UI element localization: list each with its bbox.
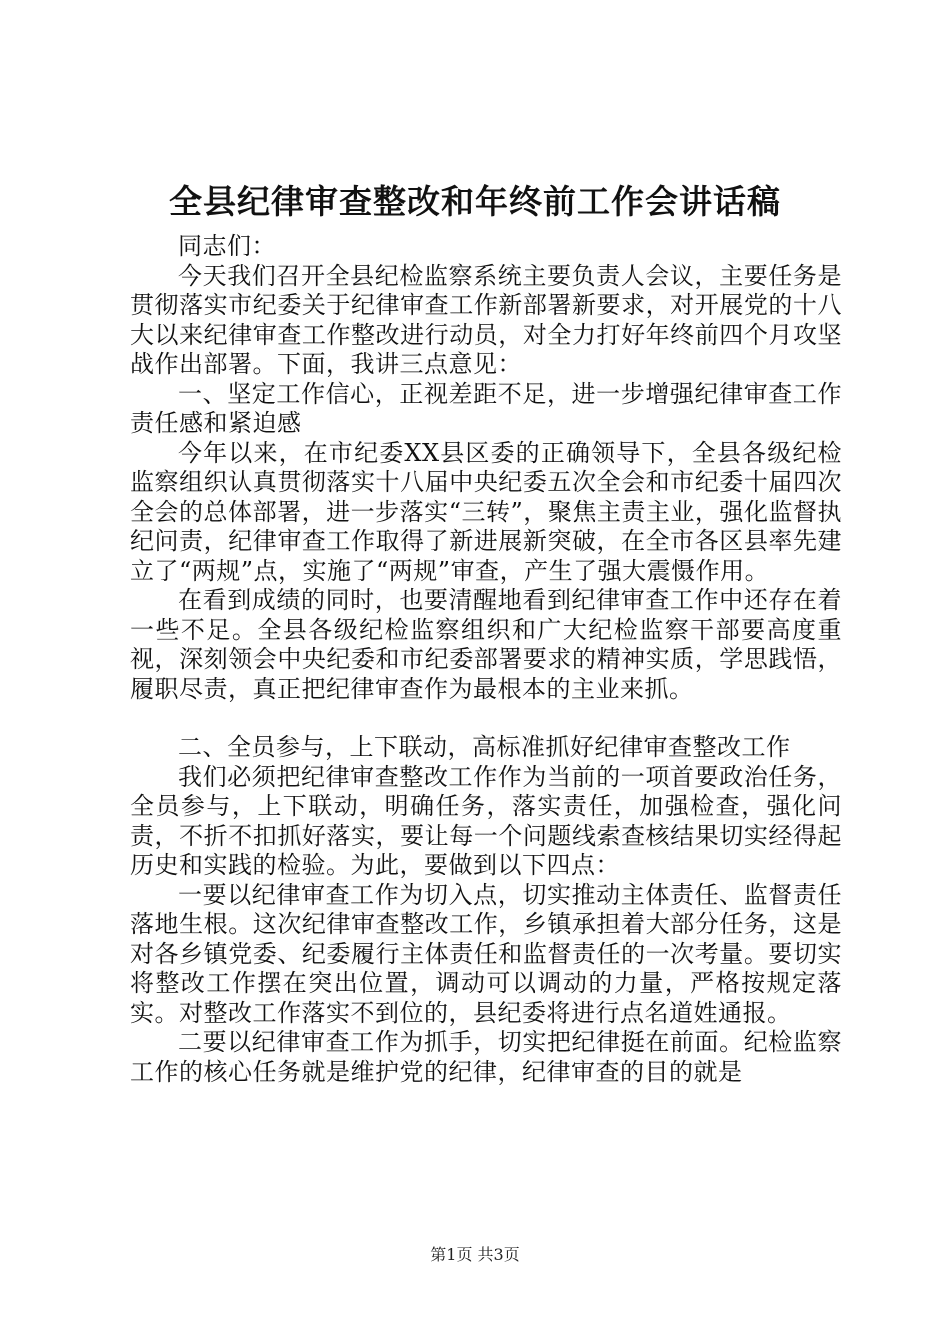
paragraph: 二要以纪律审查工作为抓手，切实把纪律挺在前面。纪检监察工作的核心任务就是维护党的纪律，纪律审查的目的就是 [130,1028,842,1086]
section-heading-1: 一、坚定工作信心，正视差距不足，进一步增强纪律审查工作责任感和紧迫感 [130,379,842,437]
section-heading-2: 二、全员参与，上下联动，高标准抓好纪律审查整改工作 [178,733,791,761]
paragraph: 一要以纪律审查工作为切入点，切实推动主体责任、监督责任落地生根。这次纪律审查整改工作，乡镇承担着大部分任务，这是对各乡镇党委、纪委履行主体责任和监督责任的一次考量。要切实将整改工作摆在突出位置，调动可以调动的力量，严格按规定落实。对整改工作落实不到位的，县纪委将进行点名道姓通报。 [130,880,842,1027]
paragraph-intro: 今天我们召开全县纪检监察系统主要负责人会议，主要任务是贯彻落实市纪委关于纪律审查工作新部署新要求，对开展党的十八大以来纪律审查工作整改进行动员，对全力打好年终前四个月攻坚战作出部署。下面，我讲三点意见： [130,261,842,378]
document-title: 全县纪律审查整改和年终前工作会讲话稿 [169,182,781,221]
salutation: 同志们： [178,232,276,260]
paragraph: 今年以来，在市纪委XX县区委的正确领导下，全县各级纪检监察组织认真贯彻落实十八届中央纪委五次全会和市纪委十届四次全会的总体部署，进一步落实“三转”，聚焦主责主业，强化监督执纪问责，纪律审查工作取得了新进展新突破，在全市各区县率先建立了“两规”点，实施了“两规”审查，产生了强大震慑作用。 [130,438,842,585]
page-footer: 第1页 共3页 [430,1245,520,1264]
document-body [130,232,842,1087]
paragraph: 在看到成绩的同时，也要清醒地看到纪律审查工作中还存在着一些不足。全县各级纪检监察组织和广大纪检监察干部要高度重视，深刻领会中央纪委和市纪委部署要求的精神实质，学思践悟，履职尽责，真正把纪律审查作为最根本的主业来抓。 [130,586,842,703]
paragraph: 我们必须把纪律审查整改工作作为当前的一项首要政治任务，全员参与，上下联动，明确任务，落实责任，加强检查，强化问责，不折不扣抓好落实，要让每一个问题线索查核结果切实经得起历史和实践的检验。为此，要做到以下四点： [130,762,842,879]
